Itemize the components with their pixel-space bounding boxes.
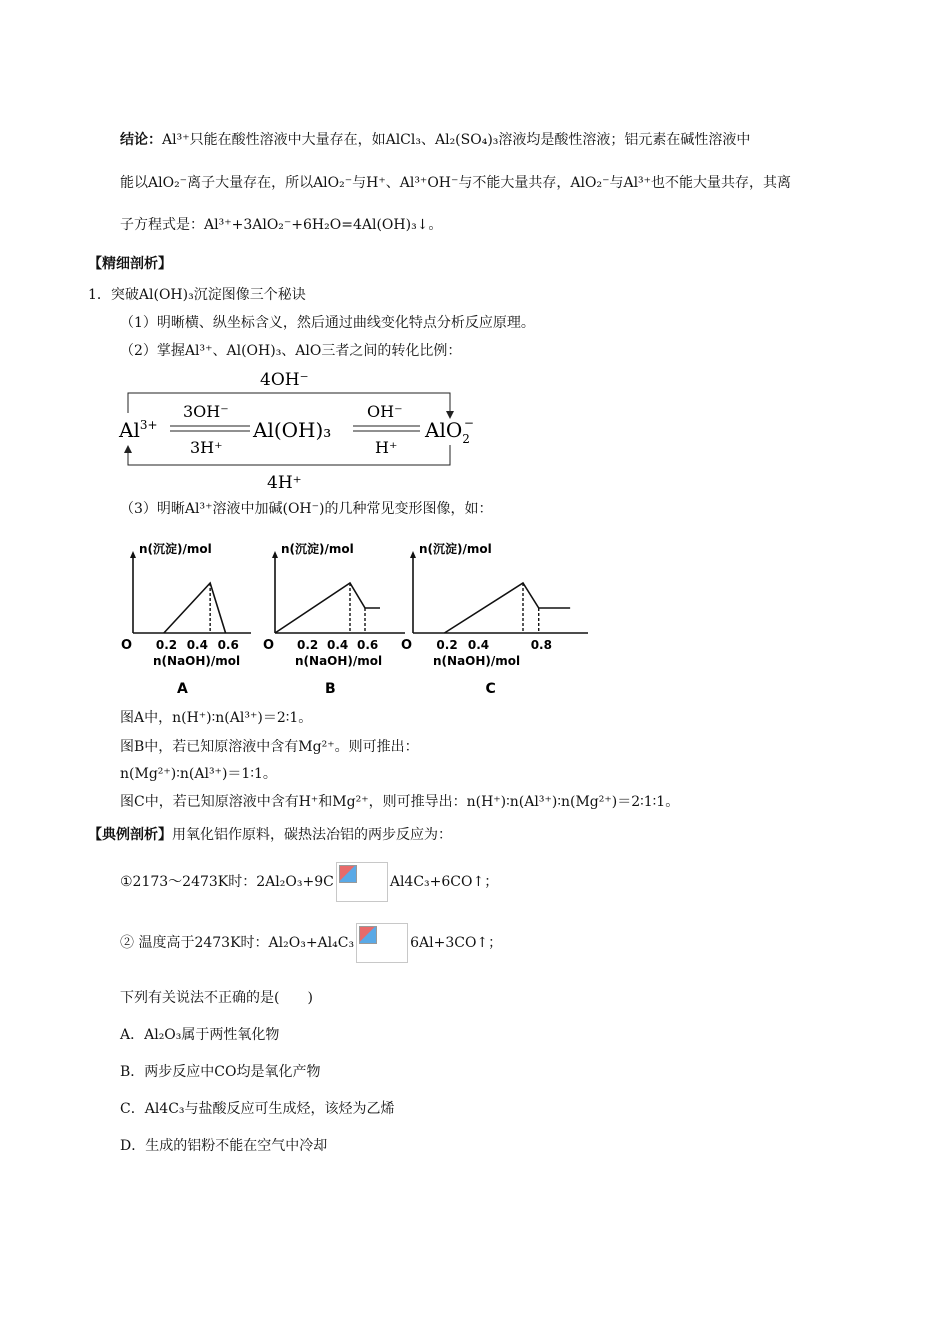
broken-image-icon: [336, 862, 388, 902]
option-b: B．两步反应中CO均是氧化产物: [120, 1064, 321, 1080]
series-line: [164, 583, 226, 633]
conclusion-al-ion: Al³⁺: [162, 132, 190, 148]
precipitation-graphs: [115, 535, 595, 705]
conclusion-line-3: 子方程式是：Al³⁺+3AlO₂⁻+6H₂O=4Al(OH)₃↓。: [120, 217, 443, 233]
analysis-point-1: （1）明晰横、纵坐标含义，然后通过曲线变化特点分析反应原理。: [120, 315, 535, 331]
option-a: A．Al₂O₃属于两性氧化物: [120, 1027, 280, 1043]
tick-label: 0.4: [467, 638, 490, 652]
tick-label: 0.4: [186, 638, 208, 652]
tick-label: 0.2: [297, 638, 319, 652]
analysis-point-2: （2）掌握Al³⁺、Al(OH)₃、AlO三者之间的转化比例：: [120, 343, 462, 359]
reaction-1-right: Al4C₃+6CO↑；: [389, 874, 499, 890]
bottom-arrow-line: [128, 445, 450, 465]
option-c: C．Al4C₃与盐酸反应可生成烃，该烃为乙烯: [120, 1101, 395, 1117]
x-axis-label: n(NaOH)/mol: [295, 654, 383, 668]
example-title: 【典例剖析】: [88, 827, 172, 843]
eq2-bottom-label: H⁺: [375, 438, 398, 457]
note-graph-a: 图A中，n(H⁺)∶n(Al³⁺)＝2∶1。: [120, 710, 313, 726]
x-axis-label: n(NaOH)/mol: [153, 654, 241, 668]
tick-label: 0.4: [327, 638, 349, 652]
option-d: D．生成的铝粉不能在空气中冷却: [120, 1138, 328, 1154]
analysis-item-1: 1．突破Al(OH)₃沉淀图像三个秘诀: [88, 287, 306, 303]
graph-label: B: [325, 681, 336, 697]
question-stem: 下列有关说法不正确的是( ): [120, 990, 313, 1006]
bottom-arrow-head: [124, 445, 132, 453]
y-axis-label: n(沉淀)/mol: [419, 542, 492, 556]
graph-label: A: [177, 681, 188, 697]
species-al3: $Al^{3+}$: [119, 418, 158, 442]
reaction-2-right: 6Al+3CO↑；: [410, 935, 503, 951]
section-title-analysis: 【精细剖析】: [88, 256, 172, 272]
species-aloh3: Al(OH)₃: [253, 418, 332, 442]
tick-label: 0.2: [155, 638, 178, 652]
label-top: 4OH⁻: [260, 370, 309, 390]
y-axis-label: n(沉淀)/mol: [281, 542, 354, 556]
example-heading: [88, 825, 452, 845]
tick-label: 0.6: [357, 638, 379, 652]
reaction-2-left: ② 温度高于2473K时：Al₂O₃+Al₄C₃: [120, 935, 355, 951]
label-bottom: 4H⁺: [267, 473, 302, 493]
example-intro: 用氧化铝作原料，碳热法冶铝的两步反应为：: [172, 827, 452, 843]
broken-image-icon: [356, 923, 408, 963]
x-axis-label: n(NaOH)/mol: [433, 654, 521, 668]
eq1-bottom-label: 3H⁺: [190, 438, 223, 457]
graph-label: C: [485, 681, 496, 697]
reaction-2: [120, 923, 502, 963]
y-axis-label: n(沉淀)/mol: [139, 542, 212, 556]
conclusion-line-1: [120, 130, 750, 150]
tick-label: 0.2: [436, 638, 458, 652]
y-axis-arrow: [130, 551, 136, 558]
conversion-diagram: [115, 365, 495, 495]
y-axis-arrow: [410, 551, 416, 558]
note-graph-b-2: n(Mg²⁺)∶n(Al³⁺)＝1∶1。: [120, 766, 277, 782]
conclusion-line-2: 能以AlO₂⁻离子大量存在，所以AlO₂⁻与H⁺、Al³⁺OH⁻与不能大量共存，AlO₂⁻与Al³⁺也不能大量共存，其离: [120, 175, 792, 191]
origin-label: O: [401, 638, 413, 653]
conclusion-label: 结论：: [120, 132, 162, 148]
note-graph-b-1: 图B中，若已知原溶液中含有Mg²⁺。则可推出：: [120, 739, 419, 755]
origin-label: O: [121, 638, 133, 653]
series-line: [275, 583, 380, 633]
y-axis-arrow: [272, 551, 278, 558]
tick-label: 0.8: [530, 638, 552, 652]
reaction-1: [120, 862, 498, 902]
eq2-top-label: OH⁻: [367, 402, 403, 421]
origin-label: O: [263, 638, 275, 653]
note-graph-c: 图C中，若已知原溶液中含有H⁺和Mg²⁺，则可推导出：n(H⁺)∶n(Al³⁺)∶n(Mg²⁺)＝2∶1∶1。: [120, 794, 680, 810]
conclusion-text-1: 只能在酸性溶液中大量存在，如AlCl₃、Al₂(SO₄)₃溶液均是酸性溶液；铝元素在碱性溶液中: [189, 132, 751, 148]
eq1-top-label: 3OH⁻: [183, 402, 229, 421]
reaction-1-left: ①2173～2473K时：2Al₂O₃+9C: [120, 874, 334, 890]
series-line: [444, 583, 570, 633]
tick-label: 0.6: [217, 638, 239, 652]
analysis-point-3: （3）明晰Al³⁺溶液中加碱(OH⁻)的几种常见变形图像，如：: [120, 501, 493, 517]
species-alo2: AlO$_2$−: [425, 416, 474, 446]
